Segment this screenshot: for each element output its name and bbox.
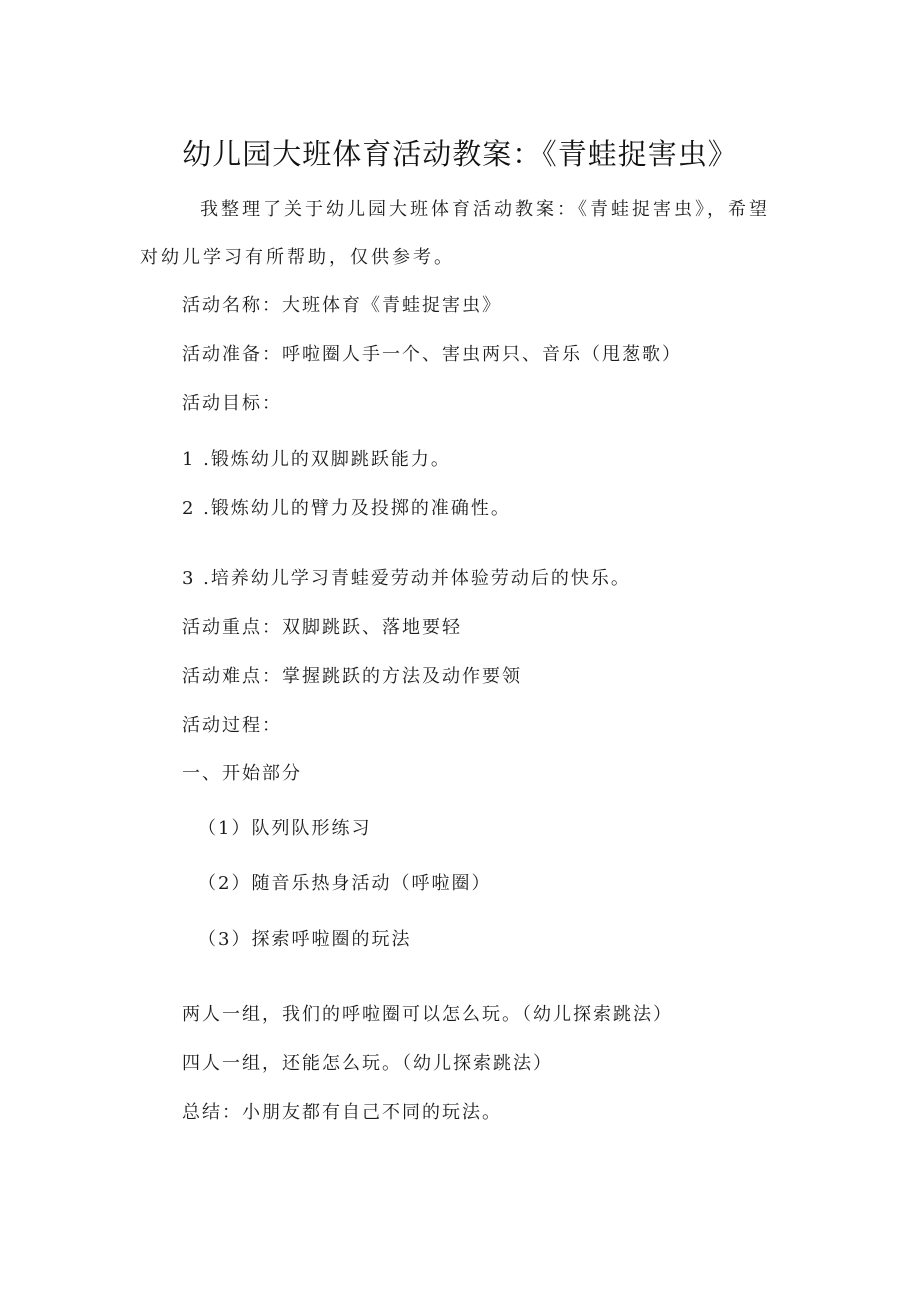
summary: 总结：小朋友都有自己不同的玩法。	[182, 1102, 502, 1123]
intro-line-2: 对幼儿学习有所帮助，仅供参考。	[140, 247, 455, 268]
goal-item: 3 .培养幼儿学习青蛙爱劳动并体验劳动后的快乐。	[182, 568, 631, 589]
pair-play: 两人一组，我们的呼啦圈可以怎么玩。（幼儿探索跳法）	[182, 1004, 673, 1025]
part-one-heading: 一、开始部分	[182, 763, 302, 784]
activity-name: 活动名称：大班体育《青蛙捉害虫》	[182, 295, 502, 316]
part-one-step: （1）队列队形练习	[198, 818, 372, 839]
key-point: 活动重点：双脚跳跃、落地要轻	[182, 617, 462, 638]
goal-item: 1 .锻炼幼儿的双脚跳跃能力。	[182, 449, 451, 470]
goal-item: 2 .锻炼幼儿的臂力及投掷的准确性。	[182, 498, 511, 519]
process-heading: 活动过程：	[182, 715, 282, 736]
intro-line-1: 我整理了关于幼儿园大班体育活动教案：《青蛙捉害虫》，希望	[200, 199, 770, 220]
group-play: 四人一组，还能怎么玩。（幼儿探索跳法）	[182, 1053, 553, 1074]
part-one-step: （2）随音乐热身活动（呼啦圈）	[198, 873, 492, 894]
part-one-step: （3）探索呼啦圈的玩法	[198, 929, 412, 950]
difficulty: 活动难点：掌握跳跃的方法及动作要领	[182, 666, 522, 687]
activity-prep: 活动准备：呼啦圈人手一个、害虫两只、音乐（甩葱歌）	[182, 344, 682, 365]
document-title: 幼儿园大班体育活动教案：《青蛙捉害虫》	[182, 137, 738, 171]
goals-heading: 活动目标：	[182, 393, 282, 414]
